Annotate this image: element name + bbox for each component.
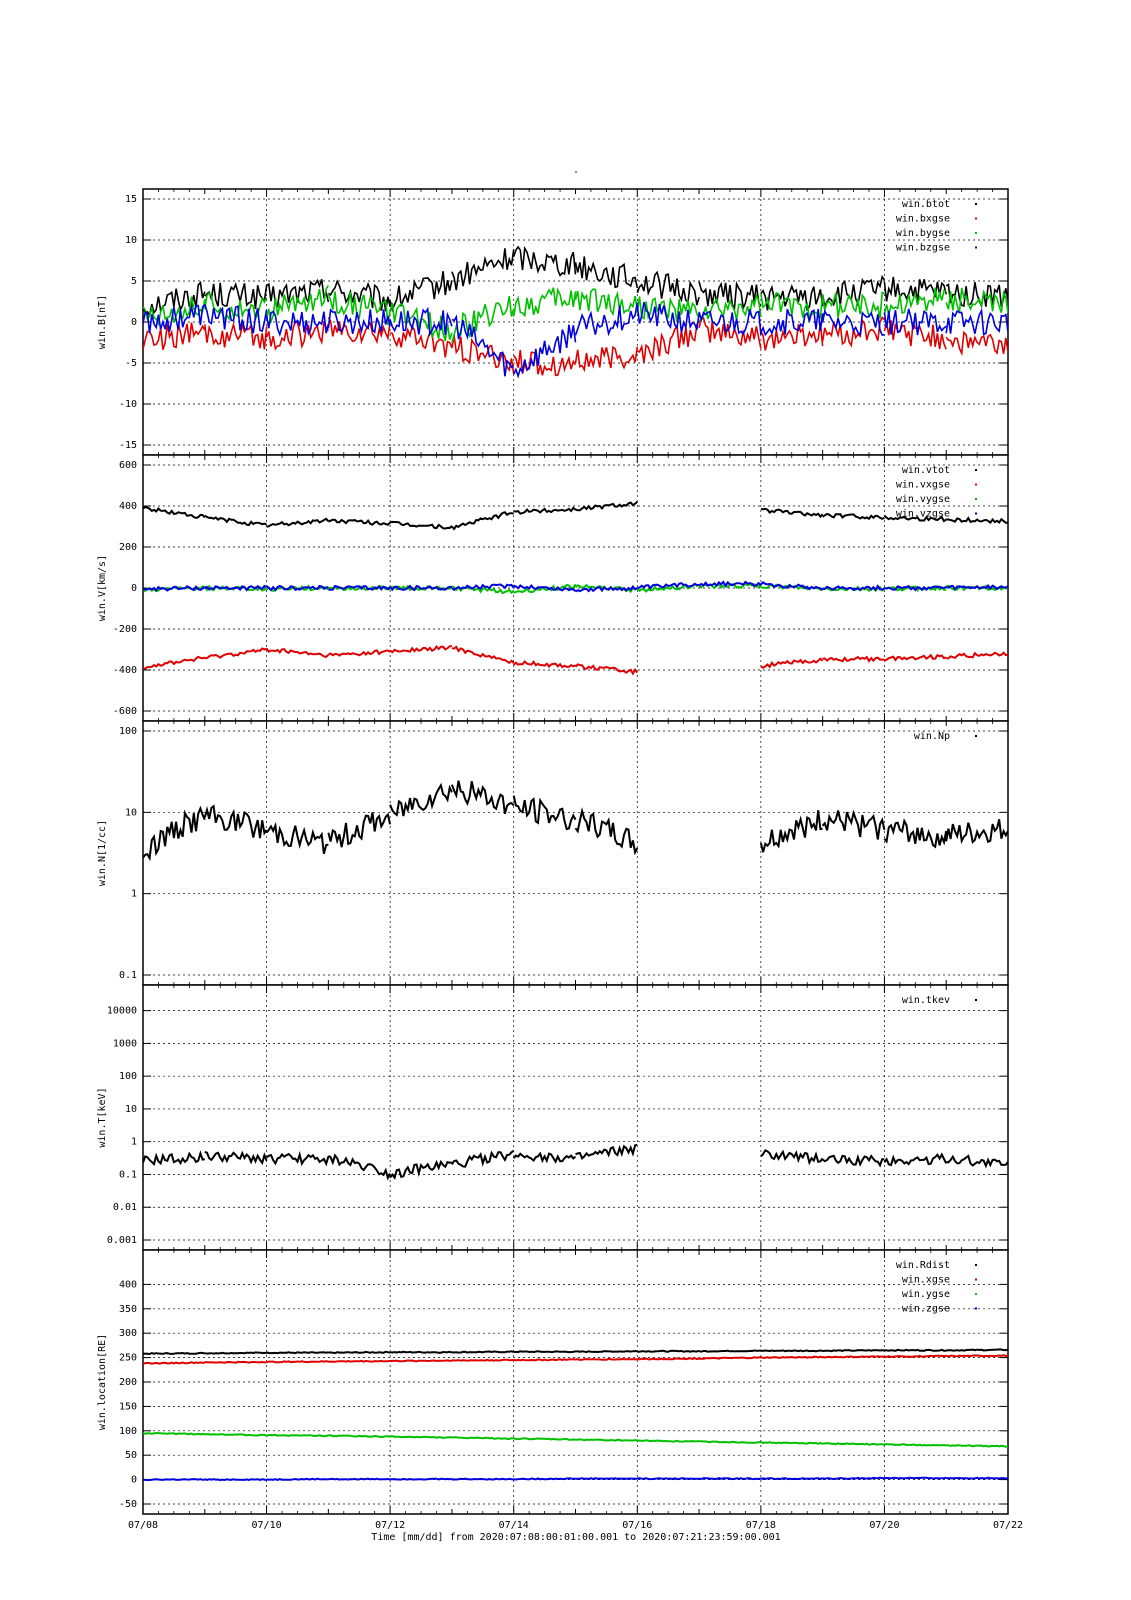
x-tick-label: 07/22 (992, 1520, 1024, 1531)
legend-marker (975, 1279, 977, 1281)
y-tick-label: 200 (118, 542, 137, 553)
y-tick-label: 0.01 (112, 1202, 137, 1214)
legend-label: win.zgse (901, 1303, 950, 1315)
panel-5 (97, 1250, 1008, 1514)
panel-3 (97, 721, 1008, 985)
y-tick-label: 1 (130, 888, 137, 900)
y-tick-label: 1 (130, 1136, 137, 1148)
y-tick-label: -5 (124, 358, 137, 369)
legend-label: win.Rdist (895, 1260, 950, 1271)
x-tick-label: 07/10 (251, 1520, 282, 1531)
legend-label: win.vxgse (895, 479, 950, 491)
y-tick-label: 300 (118, 1328, 137, 1340)
panels (97, 189, 1023, 1531)
y-tick-label: 5 (130, 276, 137, 287)
y-tick-label: -15 (118, 440, 137, 451)
x-axis-label: Time [mm/dd] from 2020:07:08:00:01:00.001 to 2020:07:21:23:59:00.001 (371, 1532, 781, 1543)
y-axis-label: win.T[keV] (97, 1087, 108, 1148)
y-tick-label: 0.001 (106, 1235, 137, 1246)
y-tick-label: 0 (130, 317, 137, 328)
y-tick-label: 250 (118, 1352, 137, 1364)
y-tick-label: 100 (118, 1425, 137, 1437)
x-tick-label: 07/16 (622, 1520, 653, 1531)
legend-marker (975, 203, 977, 205)
y-tick-label: 0 (130, 1474, 137, 1486)
y-axis-label: win.N[1/cc] (97, 819, 108, 887)
y-tick-label: 150 (118, 1401, 137, 1413)
legend-marker (975, 484, 977, 486)
y-axis-label: win.V[km/s] (97, 554, 108, 622)
x-tick-label: 07/18 (745, 1520, 776, 1531)
legend-marker (975, 735, 977, 737)
y-tick-label: -400 (112, 665, 137, 676)
legend-label: win.Np (913, 731, 950, 742)
legend-label: win.bxgse (895, 213, 950, 225)
legend-label: win.vzgse (895, 508, 950, 520)
panel-2 (97, 455, 1008, 721)
y-tick-label: -50 (118, 1499, 137, 1510)
y-axis-label: win.B[nT] (97, 294, 108, 350)
y-tick-label: 0.1 (118, 1169, 137, 1181)
y-tick-label: 10 (124, 807, 137, 819)
legend-marker (975, 247, 977, 249)
y-tick-label: 10 (124, 235, 137, 246)
legend-marker (975, 498, 977, 500)
legend-label: win.vygse (895, 494, 950, 505)
legend-label: win.xgse (901, 1274, 950, 1286)
y-tick-label: 1000 (112, 1038, 137, 1050)
legend-marker (975, 1293, 977, 1295)
legend-label: win.tkev (901, 995, 950, 1006)
x-tick-label: 07/14 (498, 1520, 529, 1531)
panel-4 (97, 985, 1008, 1250)
panel-frame (143, 721, 1008, 985)
y-tick-label: 100 (118, 726, 137, 737)
legend-label: win.ygse (901, 1289, 950, 1300)
y-tick-label: 0.1 (118, 970, 137, 981)
y-tick-label: 400 (118, 1279, 137, 1291)
legend-marker (975, 1308, 977, 1310)
legend-marker (975, 513, 977, 515)
legend-marker (975, 1264, 977, 1266)
y-tick-label: -10 (118, 399, 137, 410)
legend-label: win.btot (901, 199, 950, 210)
legend-label: win.bygse (895, 228, 950, 239)
y-tick-label: 400 (118, 501, 137, 512)
legend-marker (975, 232, 977, 234)
y-tick-label: 10 (124, 1103, 137, 1115)
y-axis-label: win.location[RE] (97, 1333, 108, 1431)
y-tick-label: 600 (118, 460, 137, 471)
y-tick-label: 200 (118, 1377, 137, 1388)
legend-marker (975, 218, 977, 220)
legend-marker (975, 999, 977, 1001)
y-tick-label: -600 (112, 706, 137, 717)
x-tick-label: 07/12 (375, 1520, 406, 1531)
y-tick-label: 15 (124, 194, 137, 205)
panel-frame (143, 985, 1008, 1250)
legend-label: win.vtot (901, 465, 950, 476)
legend-label: win.bzgse (895, 242, 950, 254)
y-tick-label: 100 (118, 1071, 137, 1083)
y-tick-label: -200 (112, 624, 137, 635)
y-tick-label: 50 (124, 1450, 137, 1462)
y-tick-label: 0 (130, 583, 137, 594)
panel-1 (97, 189, 1008, 455)
y-tick-label: 350 (118, 1303, 137, 1315)
x-tick-label: 07/20 (869, 1520, 900, 1531)
legend-marker (975, 469, 977, 471)
y-tick-label: 10000 (106, 1005, 137, 1017)
x-tick-label: 07/08 (127, 1520, 159, 1531)
chart-title: - (572, 167, 580, 178)
